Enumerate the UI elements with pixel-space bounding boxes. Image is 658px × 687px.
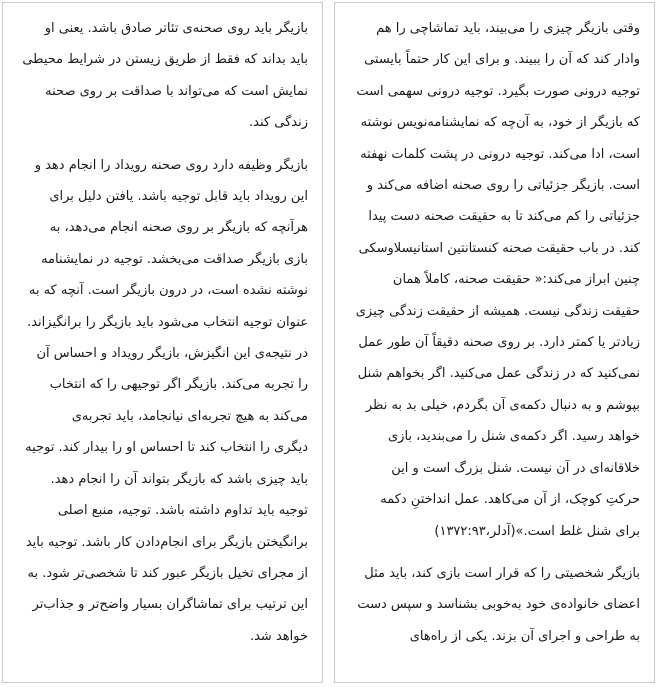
text-line: برانگیختن بازیگر برای انجام‌دادن کار باشد. توجیه باید xyxy=(25,534,308,550)
left-page xyxy=(2,2,323,683)
text-line: باید چیزی باشد که بازیگر بتواند آن را انجام دهد. xyxy=(50,471,308,487)
text-line: زندگی کند. xyxy=(249,115,308,131)
text-line: کند. در باب حقیقت صحنه کنستانتین استانیسلاوسکی xyxy=(358,240,640,256)
text-line: است. بازیگر جزئیاتی را روی صحنه اضافه می‌کند و xyxy=(366,178,640,194)
text-line: بازیگر وظیفه دارد روی صحنه رویداد را انجام دهد و xyxy=(34,157,308,173)
text-line: توجیه درونی صورت بگیرد. توجیه درونی سهمی است xyxy=(356,83,640,99)
paragraph xyxy=(345,13,640,547)
text-line: دیگری را انتخاب کند تا احساس او را بیدار کند. توجیه xyxy=(25,440,308,456)
text-line: اعضای خانواده‌ی خود به‌خوبی بشناسد و سپس دست xyxy=(357,597,640,613)
text-line: بازیگر شخصیتی را که قرار است بازی کند، باید مثل xyxy=(364,565,640,581)
text-line: این ترتیب برای تماشاگران بسیار واضح‌تر و جذاب‌تر xyxy=(32,597,308,613)
text-line: هرآنچه که بازیگر بر روی صحنه انجام می‌دهد، به xyxy=(49,220,308,236)
text-line: بپوشم و به دنبال دکمه‌ی آن بگردم، خیلی بد به نظر xyxy=(365,397,640,413)
paragraph xyxy=(345,558,640,652)
text-line: در نتیجه‌ی این انگیزش، بازیگر رویداد و احساس آن xyxy=(36,346,308,362)
text-line: جزئیاتی را کم می‌کند تا به حقیقت صحنه دست پیدا xyxy=(368,209,640,225)
text-line: خواهد شد. xyxy=(249,628,308,644)
text-line: بازی بازیگر صداقت می‌بخشد. توجیه در نمایشنامه xyxy=(41,251,308,267)
text-line: خلاقانه‌ای در آن نیست. شنل بزرگ است و این xyxy=(391,460,640,476)
text-line: عنوان توجیه انتخاب می‌شود باید بازیگر را برانگیزاند. xyxy=(27,314,308,330)
text-line: خواهد رسید. اگر دکمه‌ی شنل را می‌بندید، بازی xyxy=(387,429,640,445)
left-page-text-column xyxy=(11,13,308,652)
text-line: نمی‌کنید که در زندگی عمل می‌کنید. اگر بخواهم شنل xyxy=(357,366,640,382)
text-line: وقتی بازیگر چیزی را می‌بیند، باید تماشاچی را هم xyxy=(376,21,640,36)
text-line: می‌کند به هیچ تجربه‌ای نیانجامد، باید تجربه‌ی xyxy=(71,408,308,424)
paragraph xyxy=(11,13,308,139)
text-line: به طراحی و اجرای آن بزند. یکی از راه‌های xyxy=(409,628,640,644)
right-page-text-column xyxy=(345,13,640,652)
text-line: از مجرای تخیل بازیگر عبور کند تا شخصی‌تر شود. به xyxy=(27,565,308,581)
text-line: است، ادا می‌کند. توجیه درونی در پشت کلمات نهفته xyxy=(360,146,640,162)
text-line: باید بداند که فقط از طریق زیستن در شرایط محیطی xyxy=(22,52,308,68)
text-line: بازیگر باید روی صحنه‌ی تئاتر صادق باشد. یعنی او xyxy=(44,21,308,36)
text-line: حقیقت زندگی نیست. همیشه از حقیقت زندگی چیزی xyxy=(355,303,640,319)
text-line: حرکتِ کوچک، از آن می‌کاهد. عمل انداختنِ دکمه xyxy=(380,492,640,508)
text-line: که بازیگر از خود، به آن‌چه که نمایشنامه‌نویس نوشته xyxy=(360,115,640,131)
text-line: زیادتر یا کمتر دارد. بر روی صحنه دقیقاً آن طور عمل xyxy=(358,335,640,351)
right-page xyxy=(334,2,655,683)
text-line: توجیه باید تداوم داشته باشد. توجیه، منبع اصلی xyxy=(57,503,308,519)
text-line: برای شنل غلط است.»(آدلر،۱۳۷۲:۹۳) xyxy=(434,523,640,539)
text-line: نوشته نشده است، در درون بازیگر است. آنچه که به xyxy=(28,283,308,299)
text-line: این رویداد باید قابل توجیه باشد. یافتن دلیل برای xyxy=(49,189,308,205)
text-line: را تجربه می‌کند. بازیگر اگر توجیهی را که انتخاب xyxy=(49,377,308,393)
text-line: چنین ابراز می‌کند:« حقیقت صحنه، کاملاً همان xyxy=(392,272,640,288)
text-line: وادار کند که آن را ببیند. و برای این کار حتماً بایستی xyxy=(364,52,640,68)
text-line: نمایش است که می‌تواند با صداقت بر روی صحنه xyxy=(45,83,308,99)
paragraph xyxy=(11,150,308,653)
